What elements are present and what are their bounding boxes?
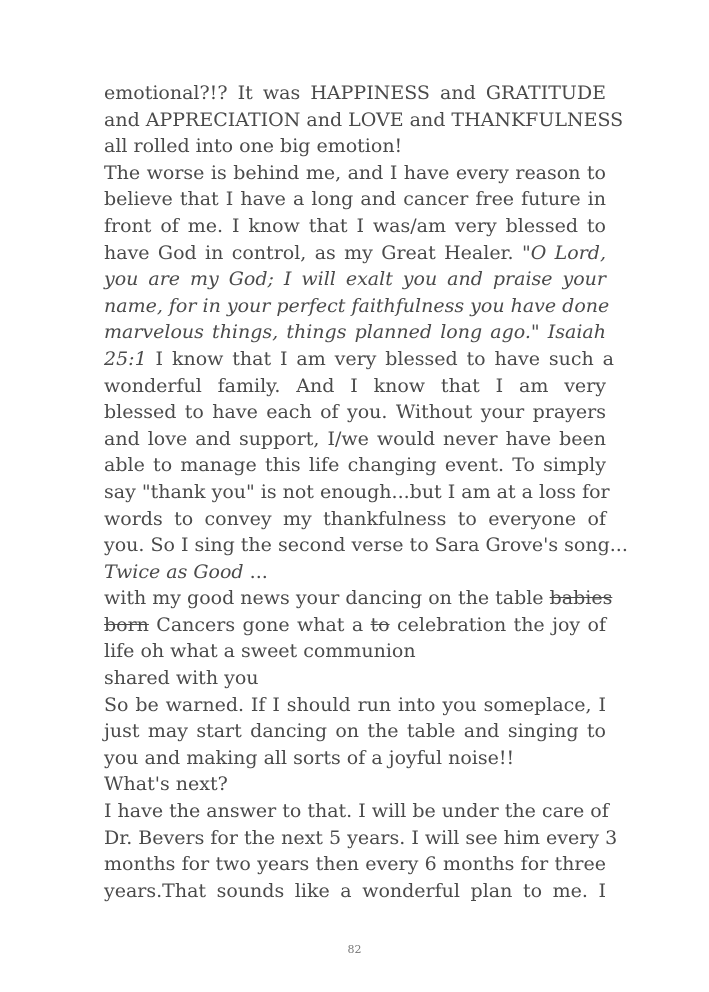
scripture-quote: "O Lord, bbox=[521, 241, 606, 264]
text-line: So be warned. If I should run into you someplace, I bbox=[104, 693, 606, 716]
scripture-line bbox=[104, 293, 610, 320]
scripture-reference: 25:1 bbox=[104, 347, 147, 370]
text-line: you. So I sing the second verse to Sara Grove's song... bbox=[104, 534, 628, 557]
page-body bbox=[104, 80, 628, 904]
scripture-quote: name, for in your perfect faithfulness you have done bbox=[104, 294, 610, 317]
scripture-line bbox=[104, 266, 606, 293]
text-line: blessed to have each of you. Without your prayers bbox=[104, 401, 606, 424]
text-run: have God in control, as my Great Healer. bbox=[104, 241, 522, 264]
text-line: words to convey my thankfulness to everyone of bbox=[104, 507, 606, 530]
lyric-line bbox=[104, 612, 606, 639]
text-line: say "thank you" is not enough...but I am at a loss for bbox=[104, 480, 610, 503]
text-line: you and making all sorts of a joyful noise!! bbox=[104, 746, 515, 769]
struck-word: born bbox=[104, 613, 149, 636]
page-number: 82 bbox=[347, 943, 362, 956]
struck-word: to bbox=[370, 613, 390, 636]
text-line: The worse is behind me, and I have every reason to bbox=[104, 161, 606, 184]
text-line: all rolled into one big emotion! bbox=[104, 135, 403, 158]
text-line: emotional?!? It was HAPPINESS and GRATITUDE bbox=[104, 82, 606, 104]
text-line bbox=[104, 240, 606, 267]
text-line: months for two years then every 6 months for three bbox=[104, 853, 606, 876]
text-run: celebration the joy of bbox=[389, 613, 606, 636]
text-line bbox=[104, 559, 606, 586]
lyric-line: life oh what a sweet communion bbox=[104, 640, 416, 663]
text-line: and APPRECIATION and LOVE and THANKFULNESS bbox=[104, 108, 624, 131]
text-line: able to manage this life changing event. To simply bbox=[104, 454, 606, 477]
text-line: Dr. Bevers for the next 5 years. I will see him every 3 bbox=[104, 826, 618, 849]
text-line: just may start dancing on the table and singing to bbox=[104, 720, 606, 743]
text-line: years.That sounds like a wonderful plan to me. I bbox=[104, 879, 606, 902]
lyric-line bbox=[104, 585, 613, 612]
text-run: I know that I am very blessed to have such a bbox=[146, 347, 614, 370]
scripture-quote: you are my God; I will exalt you and praise your bbox=[104, 268, 606, 291]
scripture-line bbox=[104, 319, 606, 346]
lyric-line: shared with you bbox=[104, 667, 259, 690]
text-line: and love and support, I/we would never have been bbox=[104, 427, 606, 450]
text-line: believe that I have a long and cancer free future in bbox=[104, 188, 606, 211]
text-run: with my good news your dancing on the table bbox=[104, 587, 550, 610]
struck-word: babies bbox=[549, 587, 613, 610]
scripture-quote: marvelous things, things planned long ago." Isaiah bbox=[104, 321, 606, 344]
text-line: I have the answer to that. I will be under the care of bbox=[104, 800, 609, 823]
text-line: front of me. I know that I was/am very blessed to bbox=[104, 214, 606, 237]
song-title: Twice as Good bbox=[104, 560, 244, 583]
text-line: wonderful family. And I know that I am very bbox=[104, 374, 606, 397]
text-run: ... bbox=[243, 560, 268, 583]
text-line: What's next? bbox=[104, 773, 228, 796]
text-run: Cancers gone what a bbox=[148, 613, 371, 636]
text-line bbox=[104, 346, 614, 373]
